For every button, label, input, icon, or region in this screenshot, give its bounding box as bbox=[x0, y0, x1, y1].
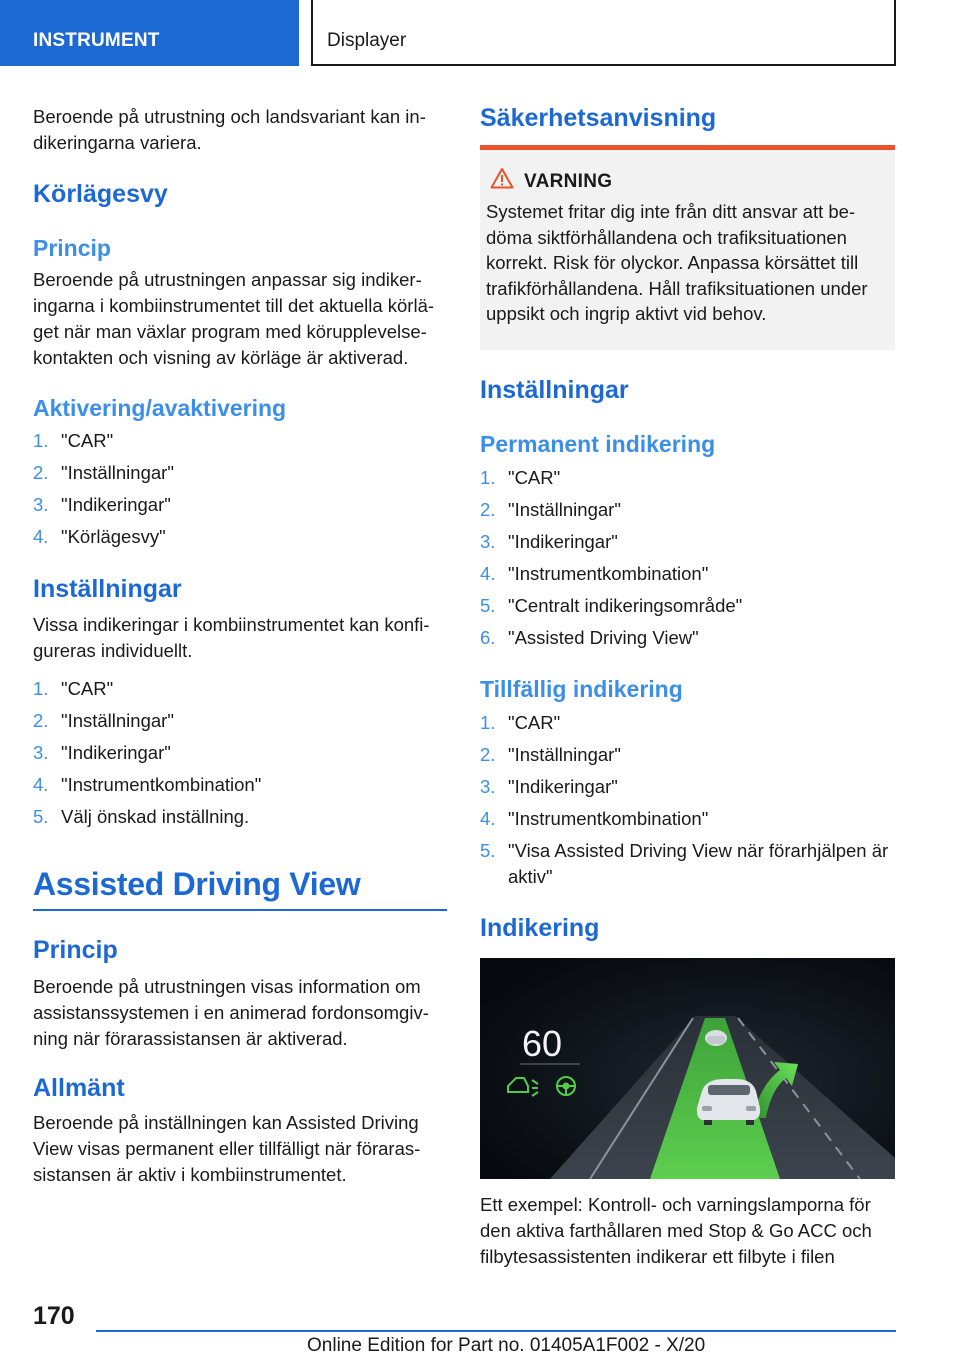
list-item: 2. "Inställningar" bbox=[480, 499, 621, 520]
heading-sakerhetsanvisning: Säkerhetsanvisning bbox=[480, 104, 717, 132]
heading-allmant: Allmänt bbox=[33, 1074, 125, 1102]
heading-aktivering: Aktivering/avaktivering bbox=[33, 395, 287, 421]
heading-indikering: Indikering bbox=[480, 914, 600, 942]
heading-korlagesvy: Körlägesvy bbox=[33, 180, 168, 208]
section-tab: INSTRUMENT bbox=[0, 0, 299, 66]
installningar-steps bbox=[33, 676, 447, 836]
intro-text: Beroende på utrustning och landsvariant kan in-dikeringarna variera. bbox=[33, 106, 426, 153]
list-item: 2. "Inställningar" bbox=[33, 462, 174, 483]
page-title: Displayer bbox=[311, 0, 896, 66]
list-item: 3. "Indikeringar" bbox=[480, 776, 618, 797]
list-item: 3. "Indikeringar" bbox=[33, 742, 171, 763]
list-item: 1. "CAR" bbox=[33, 678, 114, 699]
aktivering-steps bbox=[33, 428, 447, 556]
image-caption: Ett exempel: Kontroll- och varningslamporna för den aktiva farthållaren med Stop & Go ACC och filbytesassistenten indikerar ett filbyte i filen bbox=[480, 1194, 872, 1267]
list-item: 1. "CAR" bbox=[480, 712, 561, 733]
heading-permanent-indikering: Permanent indikering bbox=[480, 431, 716, 457]
list-item: 3. "Indikeringar" bbox=[33, 494, 171, 515]
princip-text: Beroende på utrustningen anpassar sig indiker-ingarna i kombiinstrumentet till det aktuella körlä-get när man växlar program med körupplevelse-kontakten och visning av körläge är aktiverad. bbox=[33, 269, 435, 368]
heading-installningar-right: Inställningar bbox=[480, 376, 629, 404]
warning-accent-bar bbox=[480, 145, 895, 150]
list-item: 4. "Instrumentkombination" bbox=[480, 563, 709, 584]
heading-princip: Princip bbox=[33, 235, 111, 261]
list-item: 1. "CAR" bbox=[480, 467, 561, 488]
warning-box bbox=[480, 145, 895, 350]
heading-installningar: Inställningar bbox=[33, 575, 182, 603]
list-item: 1. "CAR" bbox=[33, 430, 114, 451]
footer-rule bbox=[96, 1330, 896, 1332]
edition-footer: Online Edition for Part no. 01405A1F002 - X/20 bbox=[307, 1335, 706, 1356]
list-item: 5. "Visa Assisted Driving View när förarhjälpen är aktiv" bbox=[480, 840, 889, 887]
installningar-text: Vissa indikeringar i kombiinstrumentet kan konfi-gureras individuellt. bbox=[33, 614, 430, 661]
princip-2-text: Beroende på utrustningen visas information om assistanssystemen i en animerad fordonsomgiv-ning när förarassistansen är aktiverad. bbox=[33, 976, 429, 1049]
warning-text: Systemet fritar dig inte från ditt ansvar att be-döma siktförhållandena och trafiksituationen korrekt. Risk för olyckor. Anpassa körsättet till trafikförhållandena. Håll trafiksituationen under uppsikt och ingrip aktivt vid behov. bbox=[486, 201, 868, 324]
list-item: 5. Välj önskad inställning. bbox=[33, 806, 250, 827]
tillfallig-steps bbox=[480, 710, 895, 894]
warning-label: VARNING bbox=[524, 171, 613, 192]
speed-readout: 60 bbox=[522, 1023, 563, 1064]
heading-tillfallig-indikering: Tillfällig indikering bbox=[480, 676, 683, 702]
heading-princip-2: Princip bbox=[33, 936, 118, 964]
list-item: 4. "Instrumentkombination" bbox=[33, 774, 262, 795]
warning-triangle-icon bbox=[490, 167, 514, 189]
list-item: 3. "Indikeringar" bbox=[480, 531, 618, 552]
permanent-steps bbox=[480, 465, 895, 657]
list-item: 5. "Centralt indikeringsområde" bbox=[480, 595, 743, 616]
heading-assisted-driving-view: Assisted Driving View bbox=[33, 866, 361, 902]
list-item: 4. "Instrumentkombination" bbox=[480, 808, 709, 829]
list-item: 6. "Assisted Driving View" bbox=[480, 627, 699, 648]
page-number: 170 bbox=[33, 1302, 75, 1330]
assisted-driving-view-image bbox=[480, 958, 895, 1179]
list-item: 2. "Inställningar" bbox=[33, 710, 174, 731]
allmant-text: Beroende på inställningen kan Assisted Driving View visas permanent eller tillfälligt när föraras-sistansen är aktiv i kombiinstrumentet. bbox=[33, 1112, 421, 1185]
heading-rule bbox=[33, 909, 447, 911]
list-item: 2. "Inställningar" bbox=[480, 744, 621, 765]
list-item: 4. "Körlägesvy" bbox=[33, 526, 166, 547]
